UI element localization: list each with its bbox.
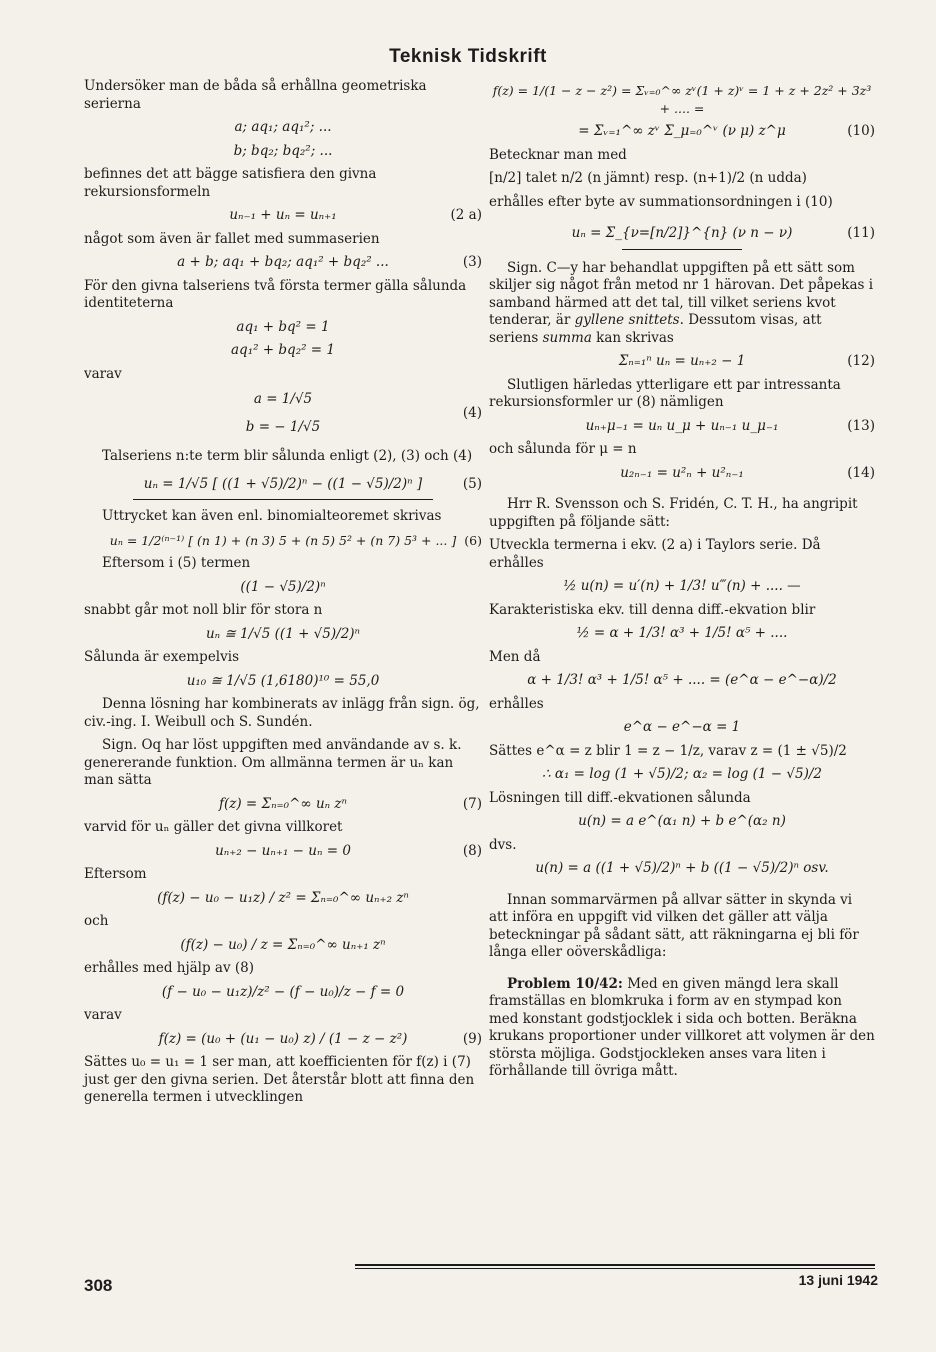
paragraph — [489, 260, 875, 348]
equation-3 — [84, 254, 482, 272]
equation-body: a + b; aq₁ + bq₂; aq₁² + bq₂² ... — [177, 254, 389, 270]
paragraph: Eftersom i (5) termen — [102, 555, 251, 571]
paragraph: Utveckla termerna i ekv. (2 a) i Taylors serie. Då erhålles — [489, 537, 821, 571]
equation-body: uₙ = 1/2⁽ⁿ⁻¹⁾ [ (n 1) + (n 3) 5 + (n 5) 5² + (n 7) 5³ + ... ] — [109, 532, 457, 548]
equation-9 — [84, 1031, 482, 1049]
journal-header: Teknisk Tidskrift — [389, 46, 547, 67]
paragraph: [n/2] talet n/2 (n jämnt) resp. (n+1)/2 (n udda) — [489, 170, 807, 186]
equation-number: (6) — [464, 532, 482, 548]
equation-body: = Σᵥ₌₁^∞ zᵛ Σ_μ₌₀^ᵛ (ν μ) z^μ — [578, 123, 786, 139]
problem-text: Med en given mängd lera skall framställas en blomkruka i form av en stympad kon med konstant godstjocklek i sida och botten. Beräkna krukans proportioner under villkoret att volymen är den största möjliga. Godstjockleken anses vara liten i förhållande till övriga mått. — [489, 975, 875, 1079]
equation: ∴ α₁ = log (1 + √5)/2; α₂ = log (1 − √5)/2 — [541, 766, 822, 782]
equation: (f − u₀ − u₁z)/z² − (f − u₀)/z − f = 0 — [161, 983, 405, 1000]
equation-number: (9) — [462, 1030, 482, 1047]
paragraph: Lösningen till diff.-ekvationen sålunda — [489, 789, 751, 806]
equation-number: (3) — [462, 254, 482, 270]
paragraph: Denna lösning har kombinerats av inlägg från sign. ög, civ.-ing. I. Weibull och S. Sundén. — [84, 696, 480, 730]
equation: u₁₀ ≅ 1/√5 (1,6180)¹⁰ = 55,0 — [186, 672, 380, 689]
equation: a; aq₁; aq₁²; ... — [234, 119, 332, 135]
equation-number: (13) — [847, 417, 875, 434]
problem-paragraph — [489, 976, 875, 1081]
equation-10 — [489, 123, 875, 141]
equation: (f(z) − u₀) / z = Σₙ₌₀^∞ uₙ₊₁ zⁿ — [180, 936, 386, 953]
text-run: . Dessutom visas, att seriens — [489, 312, 822, 346]
paragraph: varvid för uₙ gäller det givna villkoret — [84, 819, 343, 835]
equation-number: (4) — [462, 405, 482, 421]
equation: u(n) = a e^(α₁ n) + b e^(α₂ n) — [578, 813, 786, 829]
equation-body: Σₙ₌₁ⁿ uₙ = uₙ₊₂ − 1 — [618, 353, 746, 369]
equation: b; bq₂; bq₂²; ... — [233, 142, 333, 159]
equation: ½ = α + 1/3! α³ + 1/5! α⁵ + .... — [576, 625, 788, 641]
page-number: 308 — [84, 1276, 113, 1295]
equation: ((1 − √5)/2)ⁿ — [240, 578, 326, 595]
equation-body: f(z) = (u₀ + (u₁ − u₀) z) / (1 − z − z²) — [158, 1030, 408, 1047]
paragraph: Eftersom — [84, 866, 147, 882]
equation-7 — [84, 796, 482, 814]
emphasis: summa — [542, 329, 592, 346]
equation-number: (7) — [462, 795, 482, 812]
equation-12 — [489, 353, 875, 371]
paragraph: Sättes u₀ = u₁ = 1 ser man, att koefficienten för f(z) i (7) just ger den givna serien. Det återstår blott att finna den generella termen i utvecklingen — [84, 1054, 475, 1105]
paragraph: erhålles med hjälp av (8) — [84, 960, 255, 976]
text-run: kan skrivas — [591, 329, 674, 346]
equation-body: uₙ = Σ_{ν=[n/2]}^{n} (ν n − ν) — [571, 225, 793, 241]
equation-2a — [84, 207, 482, 225]
equation-6 — [84, 532, 482, 550]
equation-11 — [489, 225, 875, 243]
paragraph: erhålles efter byte av summationsordningen i (10) — [489, 193, 833, 210]
paragraph: varav — [84, 1007, 122, 1023]
footer-rule — [355, 1268, 875, 1269]
paragraph: Men då — [489, 648, 541, 665]
paragraph: Talseriens n:te term blir sålunda enligt (2), (3) och (4) — [102, 448, 473, 464]
paragraph: Betecknar man med — [489, 146, 627, 163]
equation: e^α − e^−α = 1 — [623, 719, 741, 735]
equation-13 — [489, 418, 875, 436]
problem-title: Problem 10/42: — [507, 975, 623, 992]
equation: aq₁ + bq² = 1 — [236, 318, 330, 335]
equation: α + 1/3! α³ + 1/5! α⁵ + .... = (e^α − e^−α)/2 — [527, 672, 837, 688]
paragraph: Slutligen härledas ytterligare ett par intressanta rekursionsformler ur (8) nämligen — [489, 376, 841, 410]
divider — [622, 249, 742, 250]
paragraph: Uttrycket kan även enl. binomialteoremet skrivas — [102, 508, 442, 524]
paragraph: dvs. — [489, 836, 517, 853]
equation-number: (14) — [847, 464, 875, 481]
paragraph: något som även är fallet med summaserien — [84, 230, 380, 247]
footer-rule — [355, 1264, 875, 1266]
paragraph: varav — [84, 365, 122, 382]
equation-number: (8) — [462, 842, 482, 859]
equation-body: uₙ₋₁ + uₙ = uₙ₊₁ — [229, 207, 337, 223]
paragraph: och sålunda för μ = n — [489, 441, 637, 457]
equation-5 — [84, 476, 482, 494]
equation: aq₁² + bq₂² = 1 — [231, 342, 335, 358]
equation-number: (5) — [462, 475, 482, 492]
issue-date: 13 juni 1942 — [798, 1272, 878, 1288]
equation: ½ u(n) = u′(n) + 1/3! u‴(n) + .... — — [563, 578, 801, 594]
equation: u(n) = a ((1 + √5)/2)ⁿ + b ((1 − √5)/2)ⁿ osv. — [535, 860, 829, 876]
paragraph: erhålles — [489, 695, 544, 712]
equation-body: a = 1/√5 — [253, 391, 313, 407]
equation-14 — [489, 465, 875, 483]
equation: f(z) = 1/(1 − z − z²) = Σᵥ₌₀^∞ zᵛ(1 + z)ᵛ = 1 + z + 2z² + 3z³ + .... = — [492, 83, 872, 116]
paragraph: Sättes e^α = z blir 1 = z − 1/z, varav z = (1 ± √5)/2 — [489, 742, 847, 759]
paragraph: snabbt går mot noll blir för stora n — [84, 602, 323, 618]
equation: (f(z) − u₀ − u₁z) / z² = Σₙ₌₀^∞ uₙ₊₂ zⁿ — [157, 889, 409, 906]
equation-4 — [84, 391, 482, 436]
paragraph: Sålunda är exempelvis — [84, 649, 239, 665]
equation-body: u₂ₙ₋₁ = u²ₙ + u²ₙ₋₁ — [620, 464, 744, 481]
equation-body: f(z) = Σₙ₌₀^∞ uₙ zⁿ — [219, 795, 347, 812]
paragraph: Karakteristiska ekv. till denna diff.-ekvation blir — [489, 601, 816, 618]
equation-body: b = − 1/√5 — [245, 418, 321, 435]
equation-number: (2 a) — [450, 207, 482, 223]
equation: uₙ ≅ 1/√5 ((1 + √5)/2)ⁿ — [205, 625, 361, 642]
equation-number: (12) — [847, 353, 875, 369]
left-column — [84, 78, 482, 1113]
paragraph: befinnes det att bägge satisfiera den givna rekursionsformeln — [84, 166, 377, 200]
emphasis: gyllene snittets — [574, 312, 680, 328]
equation-number: (11) — [847, 225, 875, 241]
paragraph: Undersöker man de båda så erhållna geometriska serierna — [84, 78, 427, 112]
equation-number: (10) — [847, 123, 875, 139]
equation-body: uₙ = 1/√5 [ ((1 + √5)/2)ⁿ − ((1 − √5)/2)ⁿ ] — [143, 475, 423, 492]
paragraph: Sign. Oq har löst uppgiften med användande av s. k. genererande funktion. Om allmänna termen är uₙ kan man sätta — [84, 737, 462, 788]
text-run: Sign. C—y har behandlat uppgiften på ett sätt som skiljer sig något från metod nr 1 härovan. Det påpekas i samband härmed att det tal, till vilket seriens kvot tenderar, är — [489, 259, 874, 328]
equation-body: uₙ₊₂ − uₙ₊₁ − uₙ = 0 — [215, 842, 351, 859]
paragraph: För den givna talseriens två första termer gälla sålunda identiteterna — [84, 277, 467, 311]
paragraph: och — [84, 913, 109, 929]
paragraph: Innan sommarvärmen på allvar sätter in skynda vi att införa en uppgift vid vilken det gäller att välja beteckningar på sådant sätt, att räkningarna ej bli för långa eller oöverskådliga: — [489, 891, 859, 960]
equation-body: uₙ₊μ₋₁ = uₙ u_μ + uₙ₋₁ u_μ₋₁ — [585, 417, 779, 434]
paragraph: Hrr R. Svensson och S. Fridén, C. T. H., ha angripit uppgiften på följande sätt: — [489, 496, 858, 530]
equation-8 — [84, 843, 482, 861]
divider — [133, 499, 433, 500]
right-column — [489, 78, 875, 1087]
